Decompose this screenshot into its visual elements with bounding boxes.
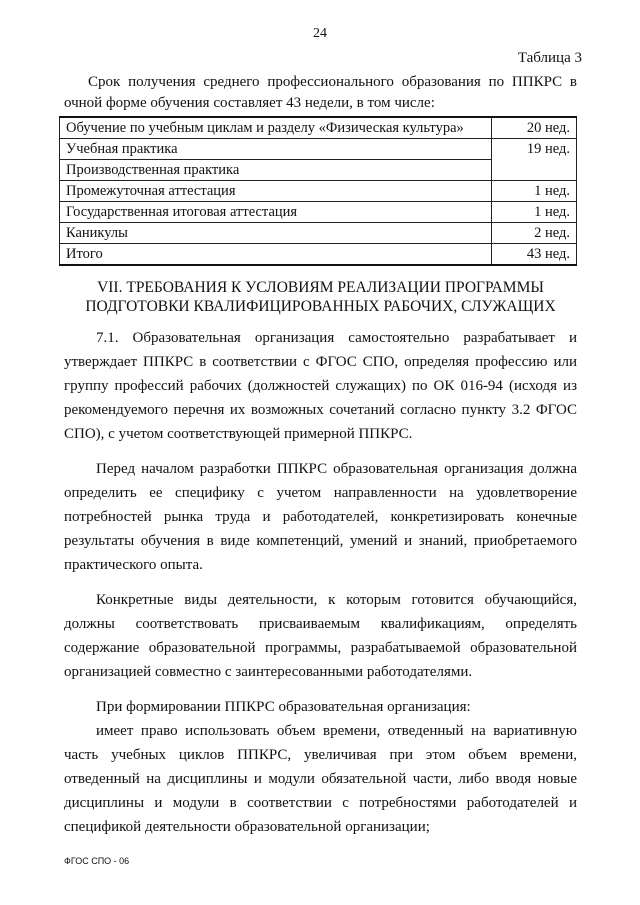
section-heading-line: ПОДГОТОВКИ КВАЛИФИЦИРОВАННЫХ РАБОЧИХ, СЛУЖАЩИХ	[85, 298, 556, 315]
paragraph: Перед началом разработки ППКРС образовательная организация должна определить ее специфику с учетом направленности на удовлетворение потребностей рынка труда и работодателей, конкретизировать конечные результаты обучения в виде компетенций, умений и знаний, приобретаемого практического опыта.	[64, 461, 577, 573]
row-value: 20 нед.	[492, 117, 577, 139]
table-row	[60, 139, 577, 160]
table-row	[60, 202, 577, 223]
row-label: Промежуточная аттестация	[60, 181, 492, 202]
footer-code: ФГОС СПО - 06	[64, 856, 130, 866]
row-value: 1 нед.	[492, 181, 577, 202]
page-number: 24	[313, 26, 327, 41]
paragraph: имеет право использовать объем времени, отведенный на вариативную часть учебных циклов ППКРС, увеличивая при этом объем времени, отведенный на дисциплины и модули обязательной части, либо вводя новые дисциплины и модули в соответствии с потребностями работодателей и спецификой деятельности образовательной организации;	[64, 723, 577, 835]
paragraph: При формировании ППКРС образовательная организация:	[96, 699, 471, 715]
row-value: 1 нед.	[492, 202, 577, 223]
intro-paragraph: Срок получения среднего профессионального образования по ППКРС в очной форме обучения составляет 43 недели, в том числе:	[64, 74, 577, 111]
row-label: Каникулы	[60, 223, 492, 244]
table-row	[60, 244, 577, 266]
section-heading	[64, 278, 577, 316]
row-value: 43 нед.	[492, 244, 577, 266]
study-terms-table	[59, 116, 577, 266]
row-value: 2 нед.	[492, 223, 577, 244]
body-text	[64, 326, 577, 850]
row-value: 19 нед.	[492, 139, 577, 181]
row-label: Производственная практика	[60, 160, 492, 181]
table-row	[60, 223, 577, 244]
table-row	[60, 117, 577, 139]
section-heading-line: VII. ТРЕБОВАНИЯ К УСЛОВИЯМ РЕАЛИЗАЦИИ ПРОГРАММЫ	[97, 279, 544, 296]
paragraph: Конкретные виды деятельности, к которым готовится обучающийся, должны соответствовать присваиваемым квалификациям, определять содержание образовательной программы, разрабатываемой образовательной организацией совместно с заинтересованными работодателями.	[64, 592, 577, 680]
table-label: Таблица 3	[517, 50, 582, 66]
row-label: Государственная итоговая аттестация	[60, 202, 492, 223]
row-label: Обучение по учебным циклам и разделу «Физическая культура»	[60, 117, 492, 139]
row-label: Учебная практика	[60, 139, 492, 160]
row-label: Итого	[60, 244, 492, 266]
paragraph: 7.1. Образовательная организация самостоятельно разрабатывает и утверждает ППКРС в соответствии с ФГОС СПО, определяя профессию или группу профессий рабочих (должностей служащих) по ОК 016-94 (исходя из рекомендуемого перечня их возможных сочетаний согласно пункту 3.2 ФГОС СПО), с учетом соответствующей примерной ППКРС.	[64, 330, 577, 442]
table-row	[60, 181, 577, 202]
